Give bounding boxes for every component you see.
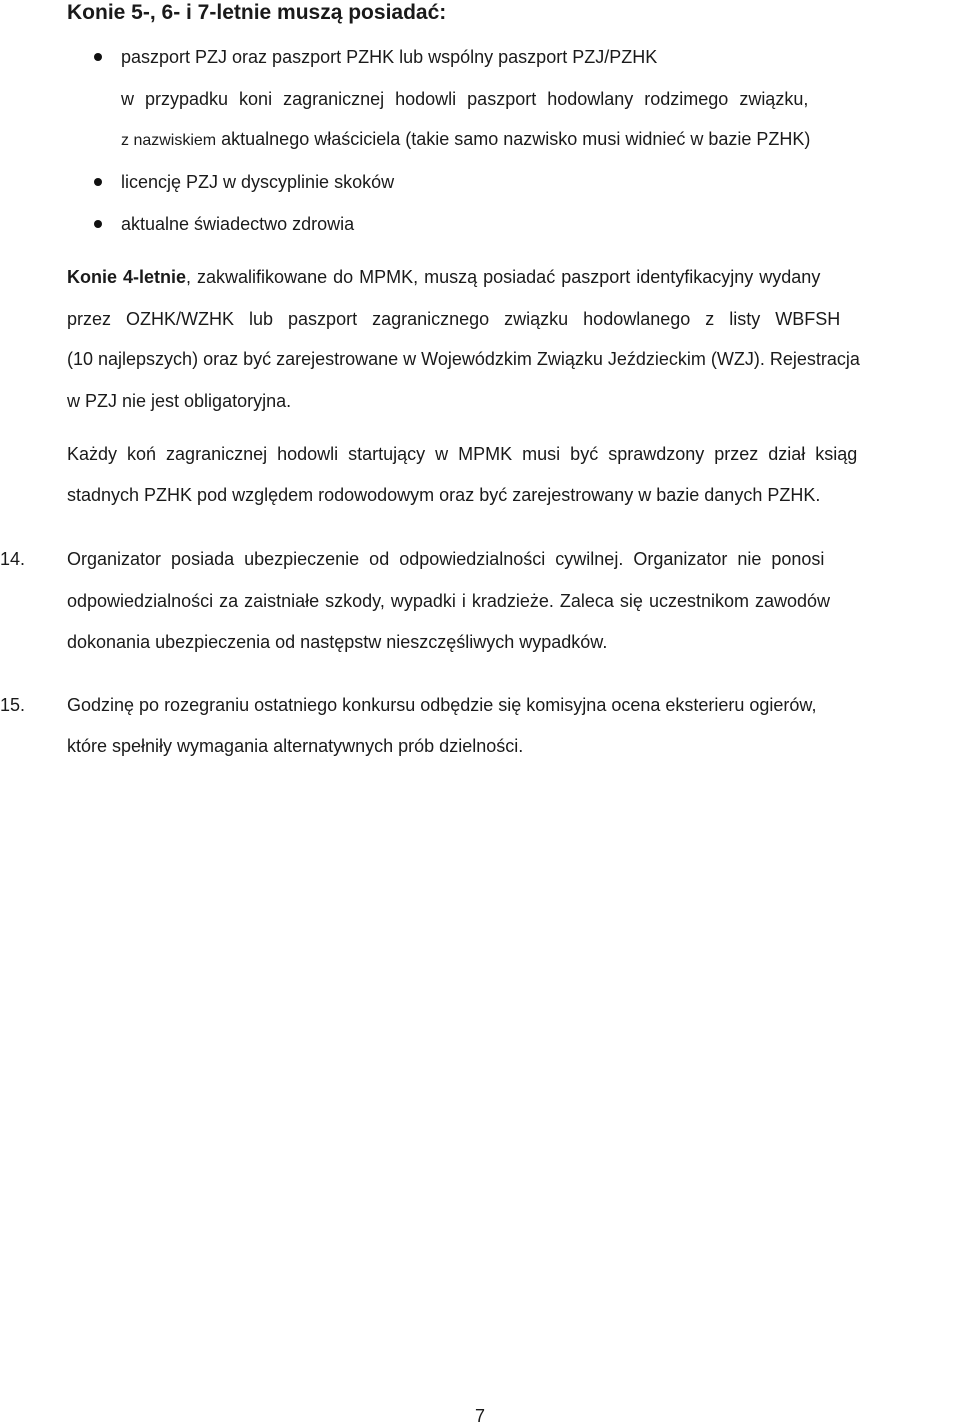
bullet-item-health-certificate bbox=[94, 212, 960, 236]
para1-bold-lead: Konie 4-letnie bbox=[67, 267, 187, 287]
item-14-line1: Organizator posiada ubezpieczenie od odpowiedzialności cywilnej. Organizator nie ponosi bbox=[67, 549, 825, 569]
bullet-item-passport bbox=[94, 45, 960, 69]
para2-line1: Każdy koń zagranicznej hodowli startujący w MPMK musi być sprawdzony przez dział ksiąg bbox=[67, 444, 858, 464]
para1-line1 bbox=[67, 265, 960, 289]
bullet-item-text: paszport PZJ oraz paszport PZHK lub wspólny paszport PZJ/PZHK bbox=[121, 47, 658, 67]
item-14-line3: dokonania ubezpieczenia od następstw nieszczęśliwych wypadków. bbox=[67, 632, 608, 652]
item-14-number: 14. bbox=[0, 549, 26, 569]
item-15-line2: które spełniły wymagania alternatywnych prób dzielności. bbox=[67, 736, 524, 756]
page-number: 7 bbox=[474, 1406, 485, 1426]
para1-line1-rest: , zakwalifikowane do MPMK, muszą posiadać paszport identyfikacyjny wydany bbox=[186, 267, 821, 287]
bullet-item-license bbox=[94, 170, 960, 194]
foreign-breeding-line2 bbox=[121, 127, 960, 153]
bullet-dot-icon bbox=[94, 178, 102, 186]
para1-line3: (10 najlepszych) oraz być zarejestrowane w Wojewódzkim Związku Jeździeckim (WZJ). Rejestracja bbox=[67, 349, 860, 369]
foreign-breeding-rest-text: aktualnego właściciela (takie samo nazwisko musi widnieć w bazie PZHK) bbox=[216, 129, 811, 149]
item-15-line1: Godzinę po rozegraniu ostatniego konkursu odbędzie się komisyjna ocena eksterieru ogierów, bbox=[67, 695, 817, 715]
foreign-breeding-line1: w przypadku koni zagranicznej hodowli paszport hodowlany rodzimego związku, bbox=[121, 89, 809, 109]
para2-line2: stadnych PZHK pod względem rodowodowym oraz być zarejestrowany w bazie danych PZHK. bbox=[67, 485, 821, 505]
bullet-dot-icon bbox=[94, 220, 102, 228]
bullet-item-text: licencję PZJ w dyscyplinie skoków bbox=[121, 172, 395, 192]
section-heading: Konie 5-, 6- i 7-letnie muszą posiadać: bbox=[67, 1, 447, 24]
para1-line2: przez OZHK/WZHK lub paszport zagranicznego związku hodowlanego z listy WBFSH bbox=[67, 309, 841, 329]
item-15-number: 15. bbox=[0, 695, 26, 715]
item-14-line2: odpowiedzialności za zaistniałe szkody, wypadki i kradzieże. Zaleca się uczestnikom zawodów bbox=[67, 591, 831, 611]
para1-line4: w PZJ nie jest obligatoryjna. bbox=[67, 391, 292, 411]
foreign-breeding-small-text: z nazwiskiem bbox=[121, 132, 217, 149]
bullet-item-text: aktualne świadectwo zdrowia bbox=[121, 214, 355, 234]
bullet-dot-icon bbox=[94, 53, 102, 61]
